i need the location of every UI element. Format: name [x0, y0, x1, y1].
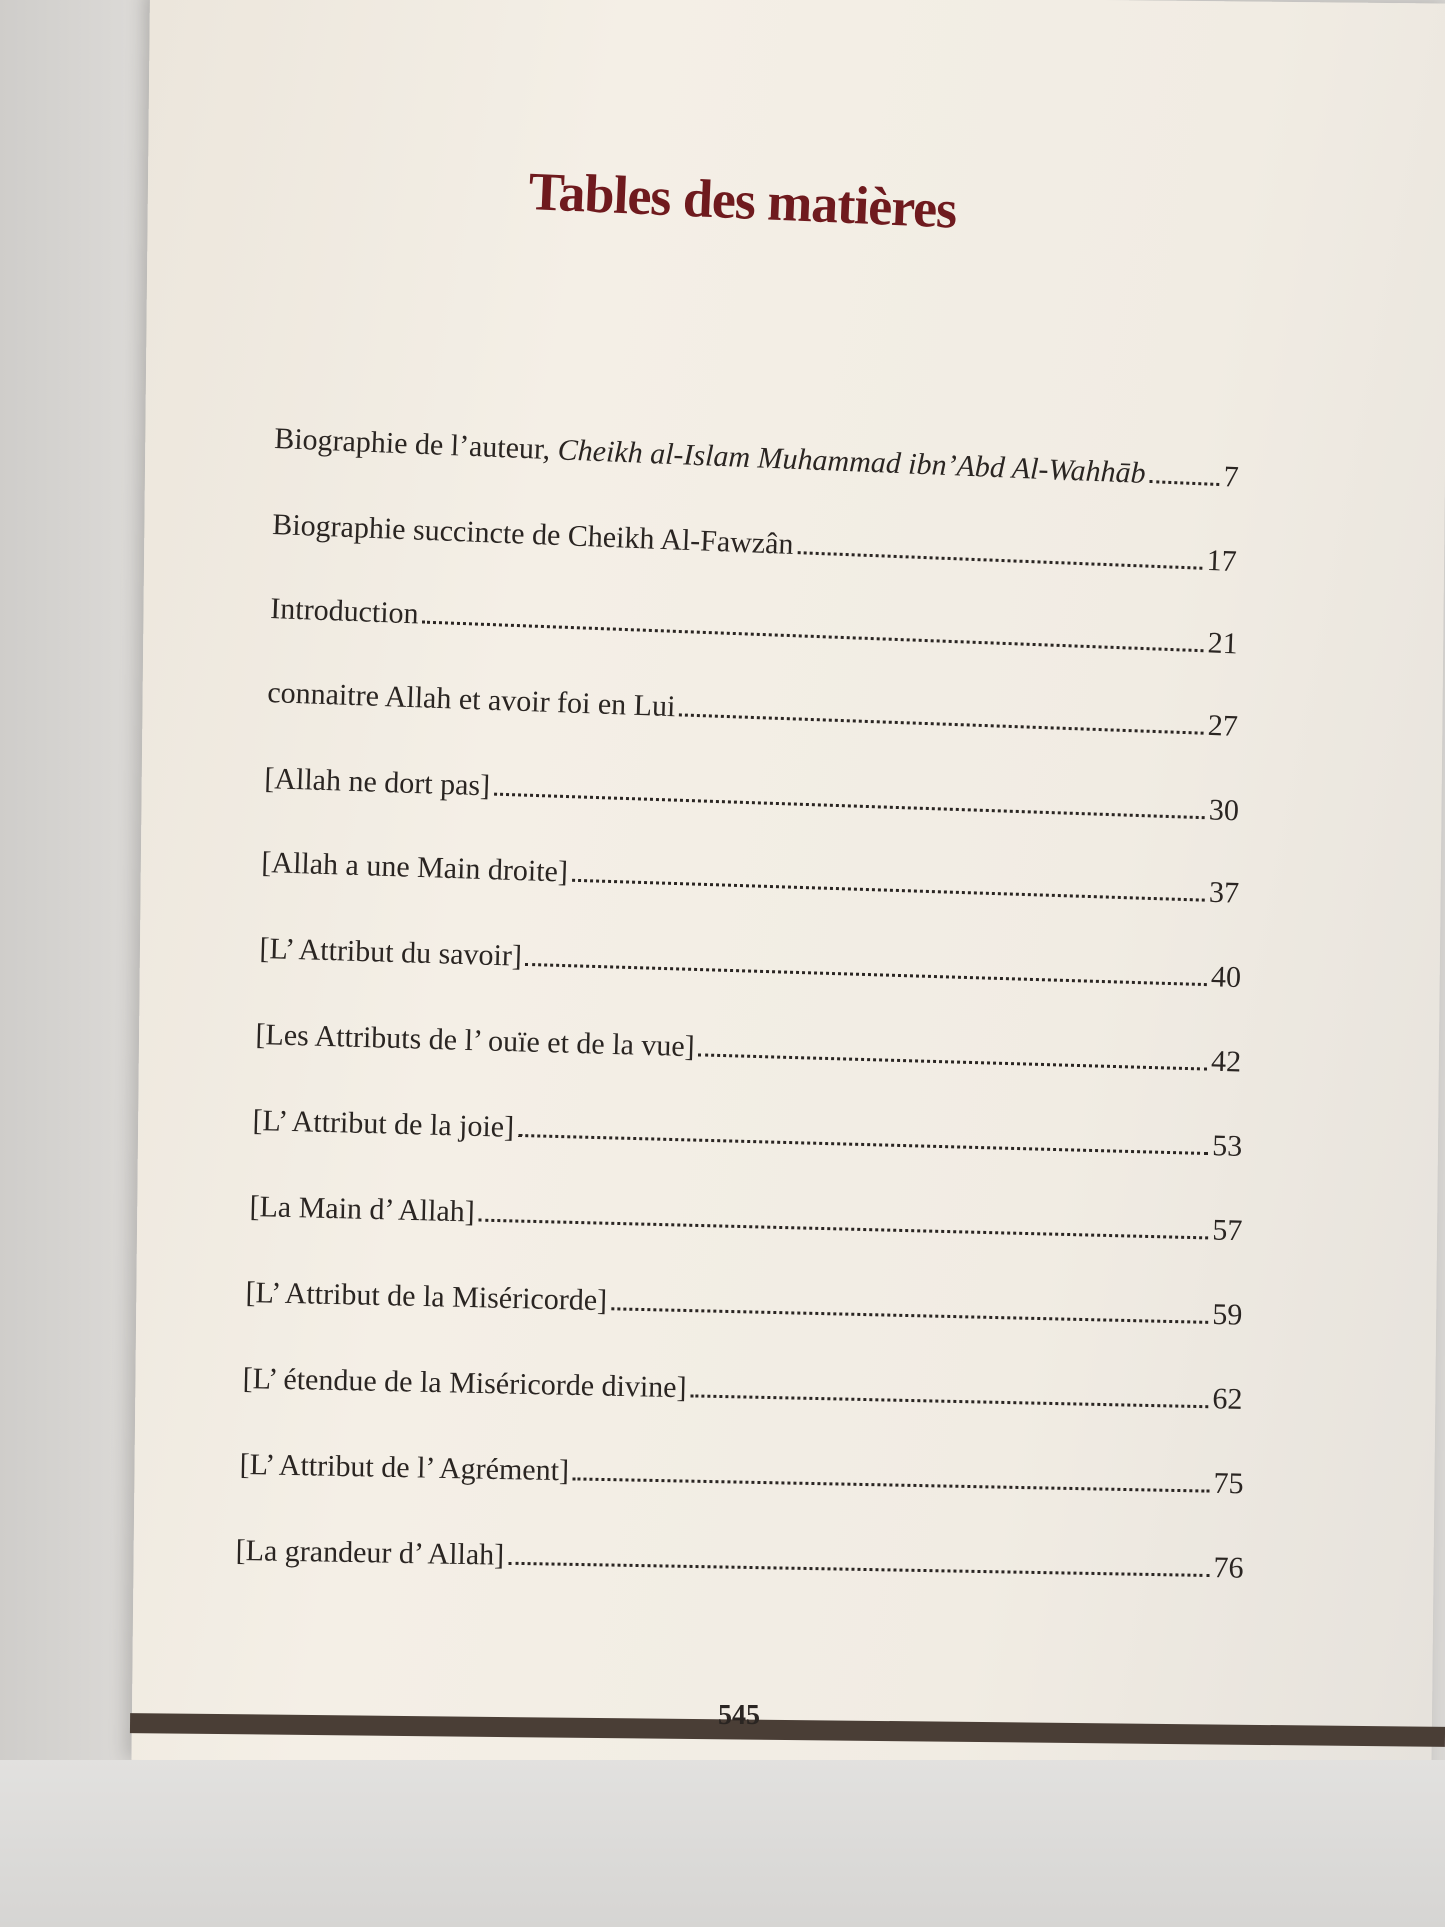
toc-entry [252, 1104, 1243, 1164]
toc-entry-label: [L’ Attribut du savoir] [259, 932, 523, 973]
leader-dots [797, 551, 1202, 570]
toc-entry-label: [La Main d’ Allah] [249, 1190, 476, 1229]
page-title: Tables des matières [527, 160, 958, 240]
leader-dots [679, 713, 1204, 734]
toc-entry-label: [La grandeur d’ Allah] [235, 1534, 505, 1572]
toc-entry [272, 508, 1238, 579]
leader-dots [1149, 480, 1219, 486]
toc-entry-label: [Les Attributs de l’ ouïe et de la vue] [255, 1018, 696, 1064]
toc-entry [249, 1190, 1243, 1248]
leader-dots [690, 1394, 1208, 1408]
toc-entry [245, 1276, 1243, 1333]
page-number: 545 [718, 1700, 760, 1731]
toc-entry [242, 1362, 1242, 1417]
toc-entry [267, 676, 1239, 744]
toc-entry-page: 40 [1210, 960, 1242, 995]
toc-entry-page: 21 [1207, 626, 1239, 661]
toc-entry-page: 17 [1206, 543, 1238, 579]
toc-entry [261, 846, 1240, 911]
toc-entry-label: Biographie de l’auteur, Cheikh al-Islam Muhammad ibn’Abd Al-Wahhāb [273, 422, 1147, 490]
leader-dots [572, 879, 1205, 902]
toc-entry [255, 1018, 1242, 1080]
toc-entry-page: 30 [1208, 793, 1240, 828]
toc-entry-label: [L’ Attribut de la Miséricorde] [245, 1276, 608, 1318]
toc-entry-label: [L’ étendue de la Miséricorde divine] [242, 1362, 687, 1405]
toc-entry [264, 762, 1240, 828]
toc-entry-label: Biographie succincte de Cheikh Al-Fawzân [271, 508, 795, 561]
toc-entry [235, 1534, 1243, 1586]
toc-entry-page: 7 [1222, 460, 1240, 494]
toc-entry-page: 42 [1210, 1044, 1242, 1079]
leader-dots [494, 793, 1205, 820]
background-fabric [0, 1760, 1445, 1927]
toc-entry-label: [Allah ne dort pas] [263, 762, 491, 803]
toc-entry-page: 37 [1208, 875, 1240, 910]
toc-entry [259, 932, 1242, 995]
toc-entry-page: 76 [1213, 1551, 1244, 1585]
leader-dots [422, 621, 1203, 653]
leader-dots [698, 1053, 1207, 1070]
toc-entry-page: 62 [1212, 1382, 1243, 1416]
toc-entry-label: connaitre Allah et avoir foi en Lui [266, 676, 676, 724]
toc-entry [274, 422, 1240, 495]
leader-dots [479, 1219, 1209, 1240]
toc-entry-label: [L’ Attribut de l’ Agrément] [239, 1448, 570, 1488]
toc-entry-page: 27 [1207, 708, 1239, 743]
toc-entry [239, 1448, 1243, 1501]
toc-entry-page: 53 [1211, 1129, 1243, 1163]
toc-entry [270, 592, 1239, 661]
toc-entry-label: [Allah a une Main droite] [260, 846, 569, 889]
toc-entry-label: Introduction [269, 592, 420, 631]
toc-entry-label: [L’ Attribut de la joie] [252, 1104, 515, 1144]
toc-entry-page: 59 [1212, 1297, 1243, 1332]
leader-dots [573, 1477, 1210, 1492]
toc-entry-page: 75 [1213, 1466, 1244, 1501]
leader-dots [526, 963, 1207, 986]
leader-dots [611, 1307, 1208, 1324]
leader-dots [518, 1134, 1208, 1155]
leader-dots [508, 1562, 1209, 1577]
toc-entry-page: 57 [1211, 1213, 1243, 1248]
